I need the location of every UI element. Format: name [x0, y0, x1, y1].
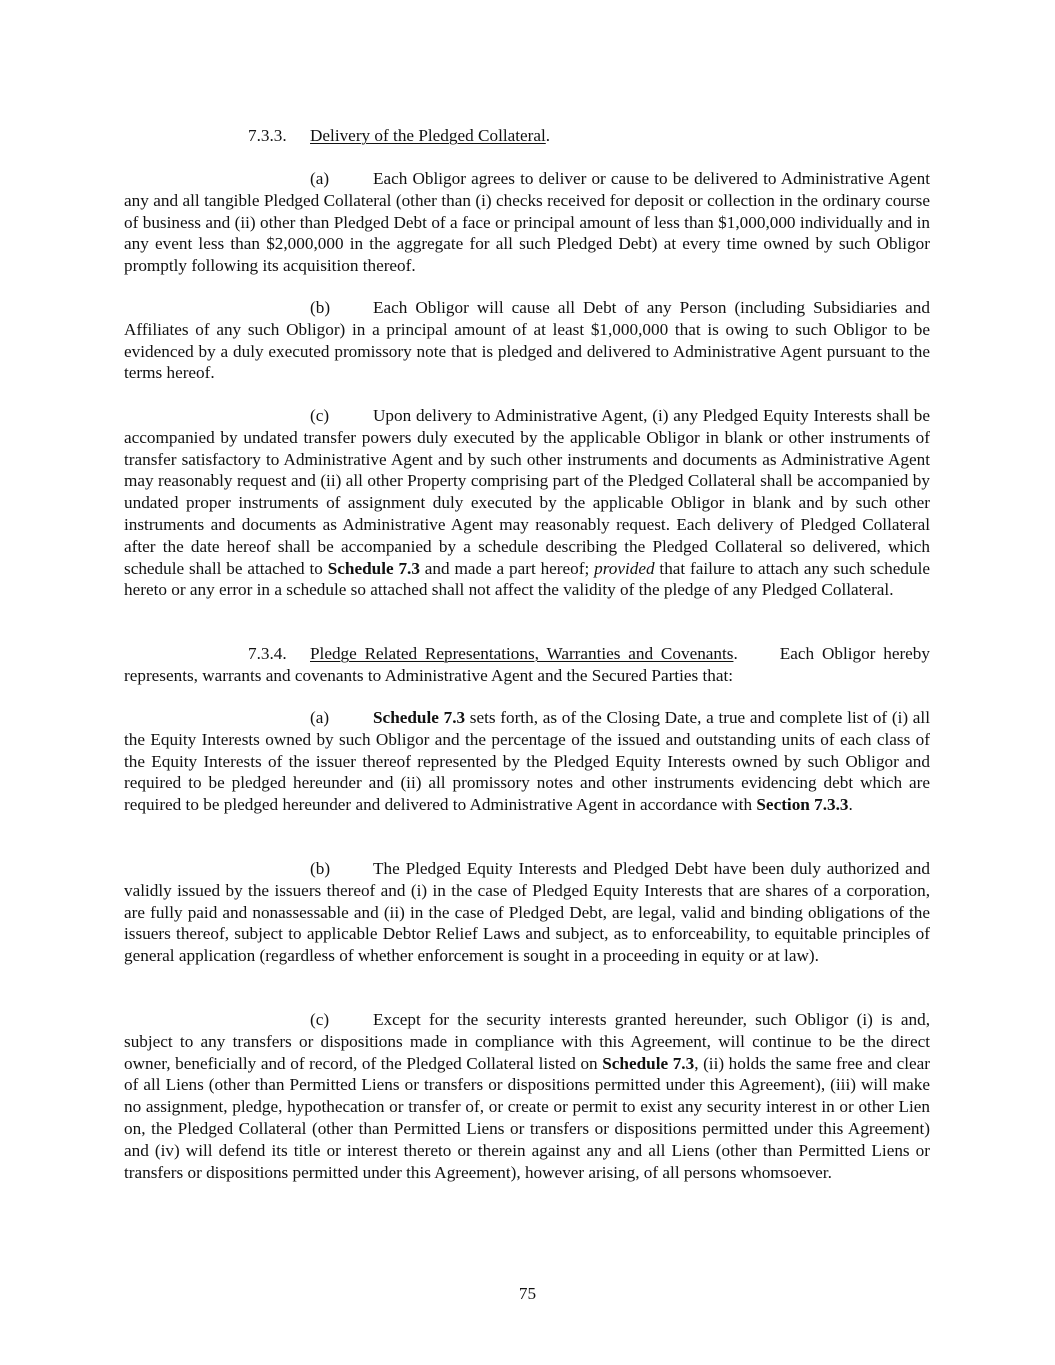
section-733-paragraph-a: [124, 168, 930, 277]
section-734-heading: [124, 643, 930, 687]
paragraph-label: (a): [310, 708, 330, 727]
section-734-paragraph-a: [124, 707, 930, 816]
paragraph-text: , (ii) holds the same free and clear of all Liens (other than Permitted Liens or transfers or dispositions permitted under this Agreement), (iii) will make no assignment, pledge, hypothecation or transfer of, or create or permit to exist any security interest in or other Lien on, the Pledged Collateral (other than Permitted Liens or transfers or dispositions permitted under this Agreement) and (iv) will defend its title or interest thereto or therein against any and all Liens (other than Permitted Liens or transfers or dispositions permitted under this Agreement), however arising, of all persons whomsoever.: [124, 1053, 930, 1182]
section-734-intro-continued: hereby represents, warrants and covenants to Administrative Agent and the Secured Parties that:: [124, 644, 930, 685]
proviso-term: provided: [594, 558, 655, 578]
section-733-paragraph-b: [124, 297, 930, 384]
paragraph-label: (a): [310, 169, 330, 188]
section-734-paragraph-b: [124, 858, 930, 967]
schedule-reference: Schedule 7.3: [373, 708, 466, 727]
section-734-intro: Each Obligor: [779, 644, 876, 663]
paragraph-text: .: [848, 795, 853, 815]
section-733-heading: [124, 125, 930, 147]
page-number: 75: [518, 1284, 537, 1303]
paragraph-text: that failure to attach any such schedule hereto or any error in a schedule so attached shall not affect the validity of the pledge of any Pledged Collateral.: [124, 558, 930, 600]
paragraph-label: (c): [310, 406, 330, 425]
section-734-title: Pledge Related Representations, Warranties and Covenants: [310, 644, 734, 663]
section-733-title: Delivery of the Pledged Collateral: [310, 126, 546, 145]
section-734-number: 7.3.4.: [248, 644, 287, 663]
paragraph-text: Each Obligor agrees to deliver or cause to be delivered to Administrative Agent any and all tangible Pledged Collateral (other than (i) checks received for deposit or collection in the ordinary course of business and (ii) other than Pledged Debt of a face or principal amount of less than $1,000,000 individually and in any event less than $2,000,000 in the aggregate for all such Pledged Debt) at every time owned by such Obligor promptly following its acquisition thereof.: [124, 169, 930, 276]
paragraph-text: sets forth, as of the Closing Date, a true and complete list of (i) all the Equity Interests owned by such Obligor and the percentage of the issued and outstanding units of each class of the Equity Interests of the issuer thereof represented by the Pledged Equity Interests owned by such Obligor and required to be pledged hereunder and (ii) all promissory notes and other instruments evidencing debt which are required to be pledged hereunder and delivered to Administrative Agent in accordance with: [124, 708, 930, 815]
paragraph-text: Each Obligor will cause all Debt of any Person (including Subsidiaries and Affiliates of any such Obligor) in a principal amount of at least $1,000,000 that is owing to such Obligor to be evidenced by a duly executed promissory note that is pledged and delivered to Administrative Agent pursuant to the terms hereof.: [124, 298, 930, 383]
section-reference: Section 7.3.3: [756, 795, 849, 815]
paragraph-text: Except for the security interests granted hereunder, such Obligor (i) is and, subject to any transfers or dispositions made in compliance with this Agreement, will continue to be the direct owner, beneficially and of record, of the Pledged Collateral listed on: [124, 1010, 930, 1073]
paragraph-label: (c): [310, 1010, 330, 1029]
section-734-title-suffix: .: [733, 644, 738, 663]
paragraph-label: (b): [310, 298, 331, 317]
paragraph-label: (b): [310, 859, 331, 878]
schedule-reference: Schedule 7.3: [602, 1053, 695, 1073]
paragraph-text: Upon delivery to Administrative Agent, (i) any Pledged Equity Interests shall be accompanied by undated transfer powers duly executed by the applicable Obligor in blank or other instruments of transfer satisfactory to Administrative Agent and by such other instruments and documents as Administrative Agent may reasonably request and (ii) all other Property comprising part of the Pledged Collateral shall be accompanied by undated proper instruments of assignment duly executed by the applicable Obligor in blank and by such other instruments and documents as Administrative Agent may reasonably request. Each delivery of Pledged Collateral after the date hereof shall be accompanied by a schedule describing the Pledged Collateral so delivered, which schedule shall be attached to: [124, 406, 930, 578]
section-733-number: 7.3.3.: [248, 126, 287, 145]
section-734-paragraph-c: [124, 1009, 930, 1183]
paragraph-text: The Pledged Equity Interests and Pledged Debt have been duly authorized and validly issued by the issuers thereof and (i) in the case of Pledged Equity Interests that are shares of a corporation, are fully paid and nonassessable and (ii) in the case of Pledged Debt, are legal, valid and binding obligations of the issuers thereof, subject to applicable Debtor Relief Laws and subject, as to enforceability, to equitable principles of general application (regardless of whether enforcement is sought in a proceeding in equity or at law).: [124, 859, 930, 966]
section-733-paragraph-c: [124, 405, 930, 601]
schedule-reference: Schedule 7.3: [327, 558, 420, 578]
section-733-title-suffix: .: [545, 126, 551, 145]
paragraph-text: and made a part hereof;: [419, 558, 595, 578]
